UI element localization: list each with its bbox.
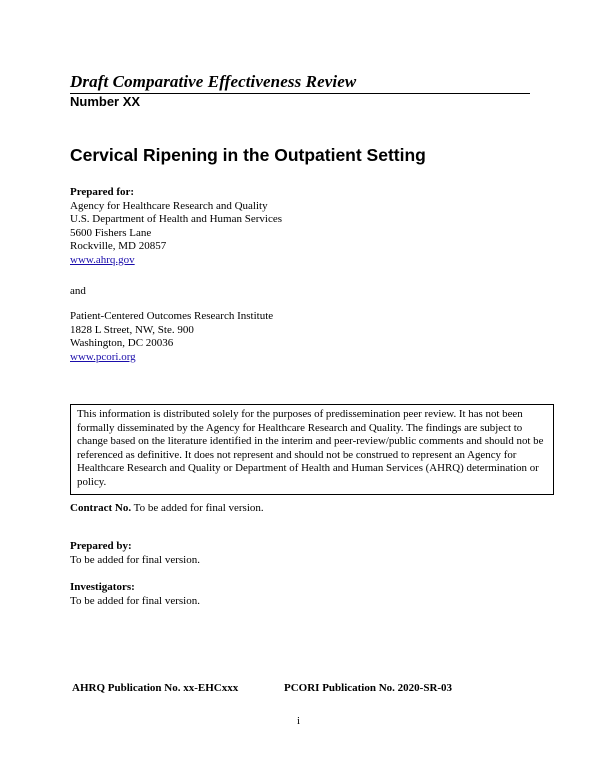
address-line: U.S. Department of Health and Human Services [70, 213, 282, 226]
prepared-by-section [70, 540, 200, 567]
contract-line [70, 502, 264, 516]
prepared-for-section [70, 186, 282, 268]
pcori-publication-number: PCORI Publication No. 2020-SR-03 [284, 682, 453, 694]
address-line: Patient-Centered Outcomes Research Institute [70, 310, 274, 322]
report-number: Number XX [70, 94, 141, 109]
address-line: 5600 Fishers Lane [70, 226, 152, 239]
address-line: Washington, DC 20036 [70, 337, 174, 350]
address-line: Rockville, MD 20857 [70, 240, 167, 253]
and-text: and [70, 285, 86, 297]
investigators-section [70, 581, 200, 608]
prepared-by-label: Prepared by: [70, 540, 132, 552]
page-number: i [297, 715, 301, 727]
investigators-value: To be added for final version. [70, 594, 200, 607]
address-line: Agency for Healthcare Research and Quality [70, 199, 268, 212]
draft-review-title: Draft Comparative Effectiveness Review [70, 72, 357, 91]
contract-value: To be added for final version. [133, 502, 264, 514]
prepared-by-value: To be added for final version. [70, 553, 200, 566]
ahrq-publication-number: AHRQ Publication No. xx-EHCxxx [72, 682, 239, 694]
pcori-link[interactable]: www.pcori.org [70, 350, 136, 363]
prepared-for-label: Prepared for: [70, 186, 135, 198]
page-title: Cervical Ripening in the Outpatient Setting [70, 145, 426, 165]
investigators-label: Investigators: [70, 581, 135, 593]
address-line: 1828 L Street, NW, Ste. 900 [70, 323, 194, 336]
ahrq-link[interactable]: www.ahrq.gov [70, 253, 135, 266]
contract-label: Contract No. [70, 502, 132, 514]
disclaimer-box: This information is distributed solely for the purposes of predissemination peer review. It has not been formally disseminated by the Agency for Healthcare Research and Quality. The findings are subject to change based on the literature identified in the interim and peer-review/public comments and should not be referenced as definitive. It does not represent and should not be construed to represent an Agency for Healthcare Research and Quality or Department of Health and Human Services (AHRQ) determination or policy. [70, 404, 554, 495]
pcori-address-section [70, 310, 273, 364]
